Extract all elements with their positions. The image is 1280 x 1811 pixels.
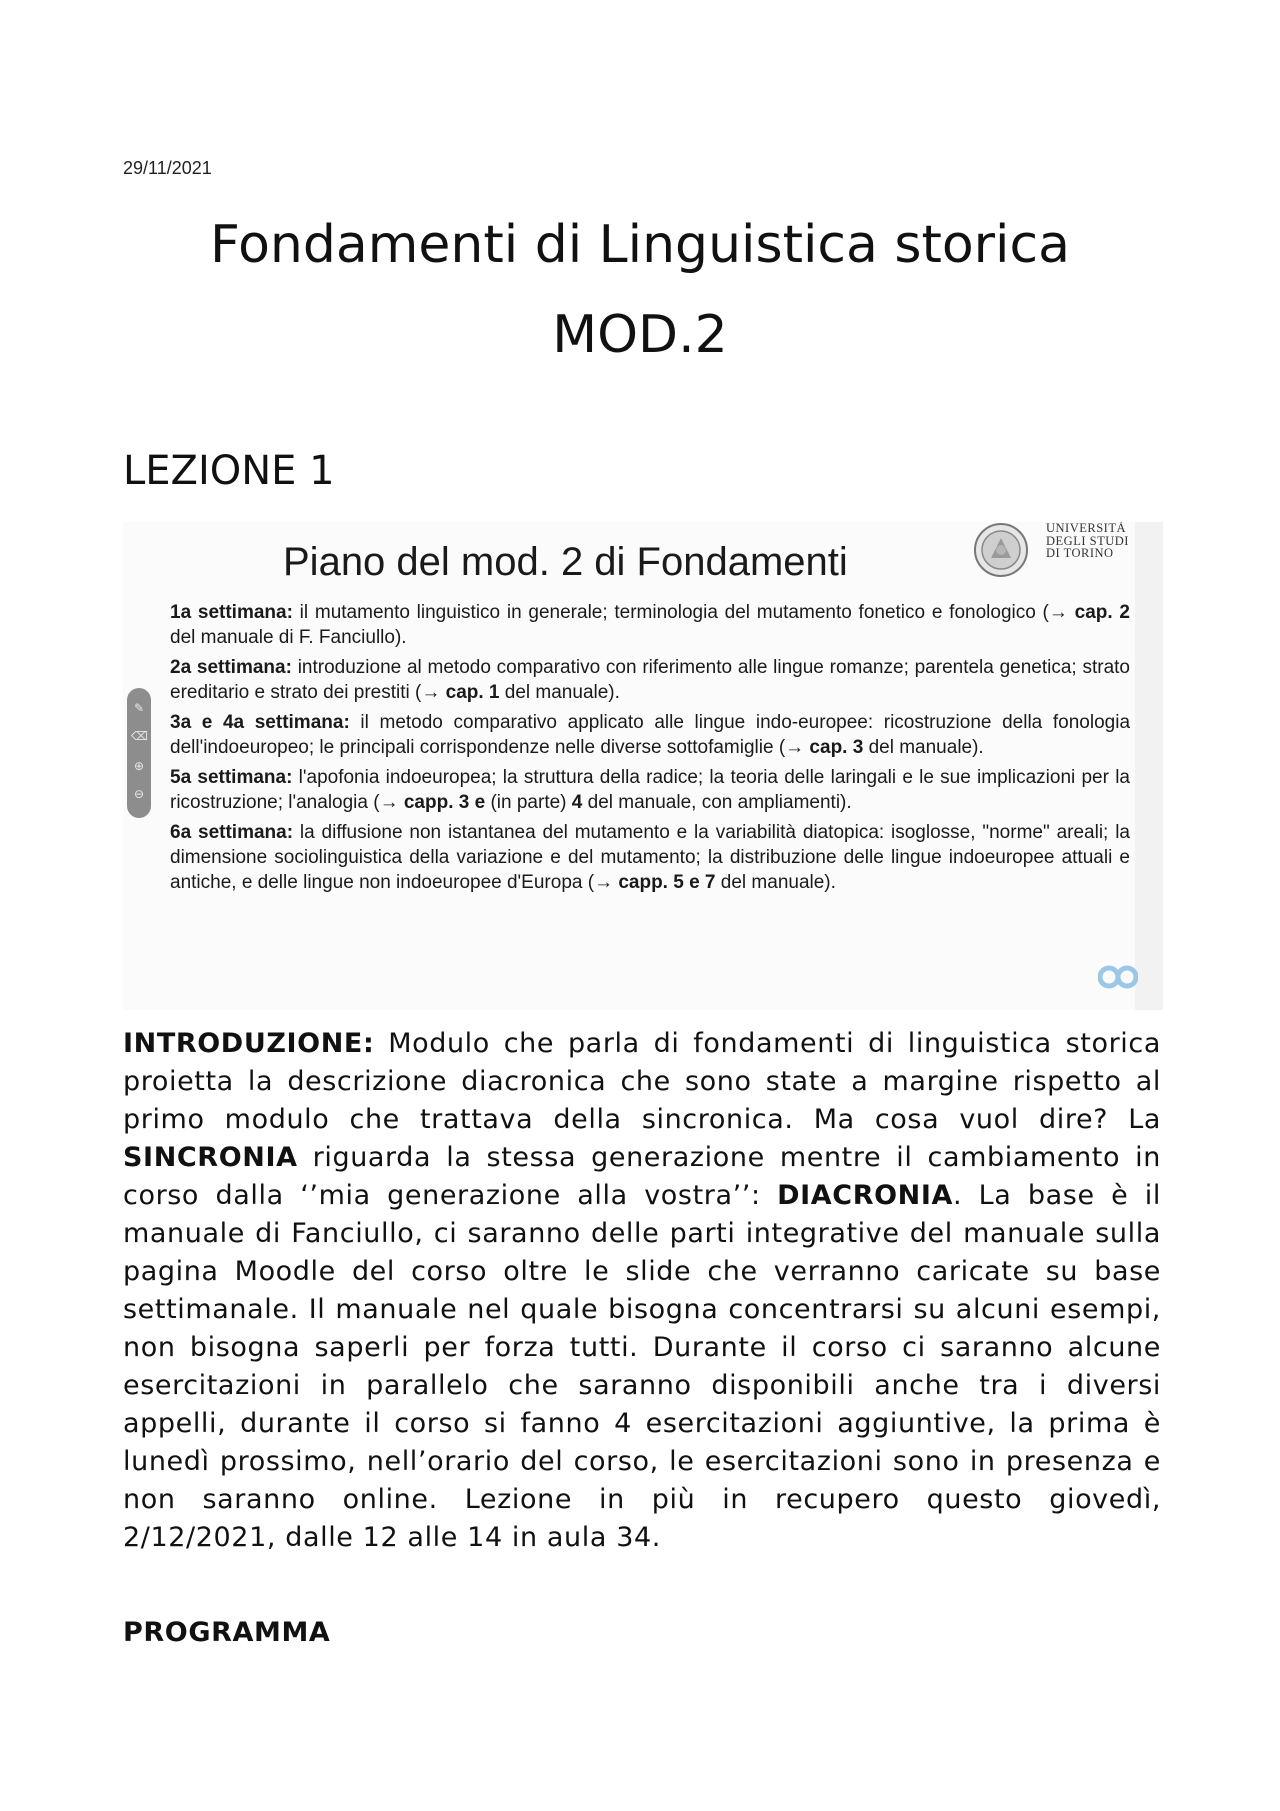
chapter-reference: 4 (571, 792, 583, 813)
document-title (0, 200, 1280, 380)
zoom-in-icon[interactable]: ⊕ (133, 759, 145, 773)
week-label: 3a e 4a settimana: (170, 712, 350, 733)
term-sincronia: SINCRONIA (123, 1142, 298, 1173)
date: 29/11/2021 (123, 158, 212, 178)
eraser-tool-icon[interactable]: ⌫ (131, 729, 148, 743)
zoom-out-icon[interactable]: ⊖ (133, 787, 145, 801)
intro-label: INTRODUZIONE: (123, 1028, 375, 1059)
week-label: 1a settimana: (170, 602, 293, 623)
week-text: introduzione al metodo comparativo con riferimento alle lingue romanze; parentela genetica; strato ereditario e strato dei prestiti ( (170, 657, 1130, 703)
week-text: del manuale, con ampliamenti). (582, 792, 852, 813)
university-logo (973, 522, 1143, 578)
week-text: del manuale). (499, 682, 620, 703)
viewer-toolbar (127, 688, 151, 818)
term-diacronia: DIACRONIA (777, 1180, 953, 1211)
week-text: del manuale). (863, 737, 984, 758)
intro-text: Modulo che parla di fondamenti di linguistica storica proietta la descrizione diacronica che sono state a margine rispetto al primo modulo che trattava della sincronica. Ma cosa vuol dire? La (123, 1028, 1161, 1135)
chapter-reference: → capp. 3 e (379, 792, 486, 813)
week-text: la diffusione non istantanea del mutamento e la variabilità diatopica: isoglosse, "norme" areali; la dimensione sociolinguistica della variazione e del mutamento; la distribuzione delle lingue indoeuropee attuali e antiche, e delle lingue non indoeuropee d'Europa ( (170, 822, 1130, 893)
week-label: 6a settimana: (170, 822, 294, 843)
schedule-week (170, 820, 1130, 895)
logo-line-1: UNIVERSITÀ (1046, 522, 1126, 535)
week-text: il metodo comparativo applicato alle lingue indo-europee: ricostruzione della fonologia dell'indoeuropeo; le principali corrispondenze nelle diverse sottofamiglie ( (170, 712, 1131, 758)
week-label: 5a settimana: (170, 767, 293, 788)
slide-title: Piano del mod. 2 di Fondamenti (283, 540, 848, 584)
chapter-reference: → cap. 1 (421, 682, 500, 703)
week-text: (in parte) (485, 792, 572, 813)
lesson-heading: LEZIONE 1 (123, 448, 335, 494)
university-name (1046, 522, 1129, 560)
program-heading: PROGRAMMA (123, 1617, 331, 1648)
weekly-schedule (170, 600, 1130, 900)
week-text: il mutamento linguistico in generale; terminologia del mutamento fonetico e fonologico ( (292, 602, 1049, 623)
week-text: l'apofonia indoeuropea; la struttura della radice; la teoria delle laringali e le sue implicazioni per la ricostruzione; l'analogia ( (170, 767, 1130, 813)
logo-line-2: DEGLI STUDI (1046, 533, 1129, 548)
schedule-week (170, 600, 1130, 650)
pen-tool-icon[interactable]: ✎ (133, 701, 145, 715)
week-label: 2a settimana: (170, 657, 292, 678)
chapter-reference: → capp. 5 e 7 (594, 872, 716, 893)
schedule-week (170, 765, 1130, 815)
title-line-1: Fondamenti di Linguistica storica (210, 215, 1070, 275)
intro-text: . La base è il manuale di Fanciullo, ci saranno delle parti integrative del manuale sulla pagina Moodle del corso oltre le slide che verranno caricate su base settimanale. Il manuale nel quale bisogna concentrarsi su alcuni esempi, non bisogna saperli per forza tutti. Durante il corso ci saranno alcune esercitazioni in parallelo che saranno disponibili anche tra i diversi appelli, durante il corso si fanno 4 esercitazioni aggiuntive, la prima è lunedì prossimo, nell’orario del corso, le esercitazioni sono in presenza e non saranno online. Lezione in più in recupero questo giovedì, 2/12/2021, dalle 12 alle 14 in aula 34. (123, 1180, 1161, 1553)
slide-image (123, 522, 1163, 1010)
intro-text: riguarda la stessa generazione mentre il cambiamento in corso dalla ‘’mia generazione alla vostra’’: (123, 1142, 1161, 1211)
week-text: del manuale di F. Fanciullo). (170, 627, 407, 648)
chapter-reference: → cap. 3 (785, 737, 864, 758)
slide-edge (1135, 522, 1163, 1010)
schedule-week (170, 710, 1130, 760)
watermark-icon (1098, 964, 1138, 990)
week-text: del manuale). (715, 872, 836, 893)
chapter-reference: → cap. 2 (1048, 602, 1130, 623)
introduction-paragraph (123, 1025, 1161, 1557)
logo-line-3: DI TORINO (1046, 546, 1114, 560)
title-line-2: MOD.2 (552, 305, 728, 365)
schedule-week (170, 655, 1130, 705)
university-seal-icon (973, 522, 1029, 578)
